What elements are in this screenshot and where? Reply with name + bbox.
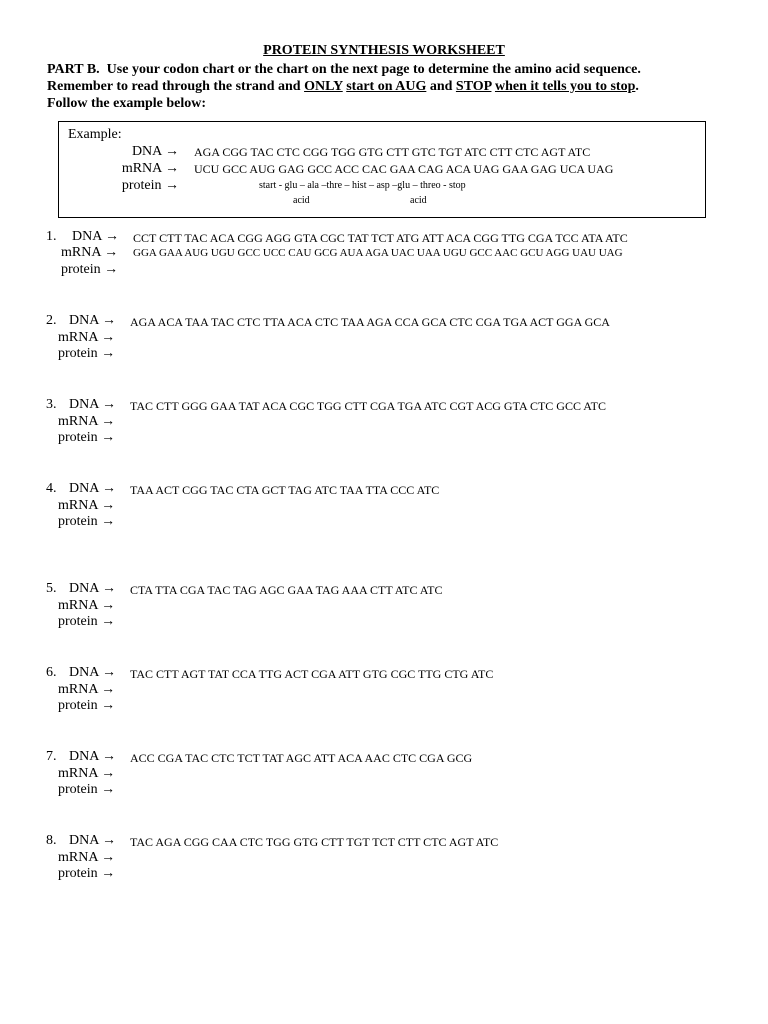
worksheet-title: PROTEIN SYNTHESIS WORKSHEET (263, 43, 505, 58)
protein-label: protein → (58, 782, 116, 797)
protein-label: protein → (58, 698, 116, 713)
question-number: 6. (46, 665, 57, 680)
protein-label: protein → (58, 614, 116, 629)
instructions-line-2 (47, 78, 737, 95)
instructions-line-3: Follow the example below: (47, 96, 207, 111)
example-protein-label: protein → (121, 178, 179, 193)
protein-label: protein → (58, 514, 116, 529)
dna-sequence: CTA TTA CGA TAC TAG AGC GAA TAG AAA CTT ATC ATC (130, 583, 443, 597)
instructions-text-1: Use your codon chart or the chart on the next page to determine the amino acid sequence. (106, 62, 641, 77)
protein-label: protein → (58, 346, 116, 361)
question-number: 5. (46, 581, 57, 596)
mrna-label: mRNA → (58, 850, 116, 865)
part-label: PART B. (47, 62, 100, 77)
instructions (47, 61, 737, 112)
example-dna-sequence: AGA CGG TAC CTC CGG TGG GTG CTT GTC TGT ATC CTT CTC AGT ATC (194, 145, 591, 159)
question-number: 7. (46, 749, 57, 764)
mrna-label: mRNA → (58, 414, 116, 429)
dna-label: DNA → (69, 833, 117, 848)
example-box (58, 121, 706, 218)
mrna-sequence: GGA GAA AUG UGU GCC UCC CAU GCG AUA AGA UAC UAA UGU GCC AAC GCU AGG UAU UAG (133, 247, 623, 259)
example-heading: Example: (68, 127, 122, 142)
dna-label: DNA → (69, 665, 117, 680)
dna-label: DNA → (69, 581, 117, 596)
dna-label: DNA → (69, 481, 117, 496)
protein-label: protein → (58, 430, 116, 445)
example-acid-label-1: acid (293, 195, 310, 206)
mrna-label: mRNA → (58, 682, 116, 697)
dna-label: DNA → (69, 397, 117, 412)
dna-label: DNA → (72, 229, 120, 244)
mrna-label: mRNA → (58, 330, 116, 345)
question-number: 8. (46, 833, 57, 848)
when-stop-emphasis: when it tells you to stop (494, 79, 636, 94)
example-mrna-label: mRNA → (121, 161, 179, 176)
dna-sequence: ACC CGA TAC CTC TCT TAT AGC ATT ACA AAC CTC CGA GCG (130, 751, 473, 765)
instructions-line-1 (47, 61, 737, 78)
period: . (635, 79, 639, 94)
instructions-text-2: Remember to read through the strand and (47, 79, 301, 94)
dna-sequence: TAC CTT GGG GAA TAT ACA CGC TGG CTT CGA TGA ATC CGT ACG GTA CTC GCC ATC (130, 399, 606, 413)
example-protein-sequence: start - glu – ala –thre – hist – asp –glu – threo - stop (259, 180, 466, 191)
question-number: 3. (46, 397, 57, 412)
mrna-label: mRNA → (58, 766, 116, 781)
example-mrna-sequence: UCU GCC AUG GAG GCC ACC CAC GAA CAG ACA UAG GAA GAG UCA UAG (194, 162, 614, 176)
and-text: and (429, 79, 453, 94)
dna-sequence: CCT CTT TAC ACA CGG AGG GTA CGC TAT TCT ATG ATT ACA CGG TTG CGA TCC ATA ATC (133, 231, 628, 245)
mrna-label: mRNA → (61, 245, 119, 260)
example-dna-label: DNA → (131, 144, 179, 159)
example-acid-label-2: acid (410, 195, 427, 206)
mrna-label: mRNA → (58, 598, 116, 613)
question-number: 1. (46, 229, 57, 244)
protein-label: protein → (58, 866, 116, 881)
question-number: 2. (46, 313, 57, 328)
mrna-label: mRNA → (58, 498, 116, 513)
dna-sequence: TAA ACT CGG TAC CTA GCT TAG ATC TAA TTA CCC ATC (130, 483, 440, 497)
dna-label: DNA → (69, 313, 117, 328)
dna-sequence: TAC AGA CGG CAA CTC TGG GTG CTT TGT TCT CTT CTC AGT ATC (130, 835, 499, 849)
dna-label: DNA → (69, 749, 117, 764)
stop-emphasis: STOP (455, 79, 492, 94)
question-number: 4. (46, 481, 57, 496)
only-emphasis: ONLY (304, 79, 343, 94)
dna-sequence: AGA ACA TAA TAC CTC TTA ACA CTC TAA AGA CCA GCA CTC CGA TGA ACT GGA GCA (130, 315, 610, 329)
protein-label: protein → (61, 262, 119, 277)
start-on-aug-emphasis: start on AUG (346, 79, 427, 94)
dna-sequence: TAC CTT AGT TAT CCA TTG ACT CGA ATT GTG CGC TTG CTG ATC (130, 667, 494, 681)
